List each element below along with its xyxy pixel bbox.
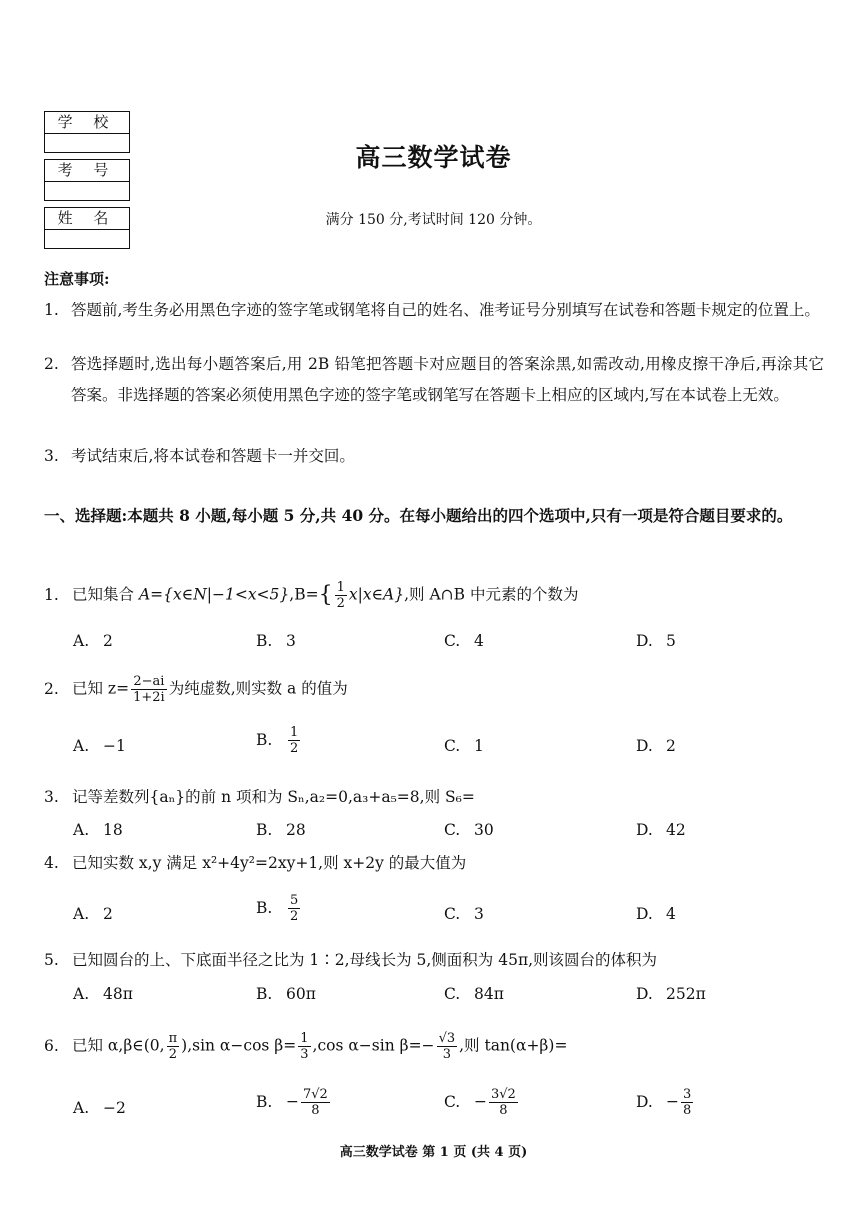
note-item	[44, 295, 824, 326]
question-5	[44, 948, 834, 972]
question-text: ,B=	[289, 585, 319, 604]
option-b[interactable]: B. − $\frac{7√2}{8}$	[256, 1087, 328, 1118]
option-a[interactable]: A. −1	[73, 737, 126, 755]
brace-left: {	[318, 582, 333, 608]
question-number: 6.	[44, 1036, 59, 1055]
question-6	[44, 1031, 834, 1062]
option-d[interactable]: D. 252π	[636, 985, 706, 1003]
question-text: 为纯虚数,则实数 a 的值为	[168, 679, 348, 698]
option-b[interactable]: B. $\frac{1}{2}$	[256, 725, 299, 756]
section-text: 一、选择题:本题共 8 小题,每小题 5 分,共 40 分。在每小题给出的四个选项中,只有一项是符合题目要求的。	[44, 506, 793, 525]
name-field[interactable]	[45, 230, 129, 248]
question-number: 5.	[44, 951, 59, 969]
question-1	[44, 580, 834, 611]
fraction: $\frac{\pi}{2}$	[168, 1031, 178, 1062]
question-text: 已知集合	[72, 585, 139, 604]
set-a-definition: A={x∈N|−1<x<5}	[138, 585, 290, 604]
exam-number-field[interactable]	[45, 182, 129, 200]
fraction: $\frac{√3}{3}$	[438, 1031, 456, 1062]
question-4	[44, 851, 834, 875]
fraction: $\frac{7√2}{8}$	[303, 1087, 328, 1118]
note-number: 1.	[44, 301, 59, 319]
question-text: ,则 A∩B 中元素的个数为	[404, 585, 579, 604]
note-item	[44, 441, 824, 472]
fraction: $\frac{3}{8}$	[683, 1087, 692, 1118]
note-number: 2.	[44, 355, 59, 373]
fraction: $\frac{5}{2}$	[290, 893, 299, 924]
section-heading	[44, 497, 824, 535]
question-text: 已知 z=	[72, 679, 130, 698]
question-text: 记等差数列{aₙ}的前 n 项和为 Sₙ,a₂=0,a₃+a₅=8,则 S₆=	[72, 788, 475, 806]
fraction: $\frac{1}{2}$	[336, 580, 345, 611]
question-text: ,则 tan(α+β)=	[459, 1036, 568, 1055]
question-text: ),sin α−cos β=	[181, 1036, 297, 1055]
option-b[interactable]: B. 3	[256, 632, 296, 650]
question-3	[44, 785, 834, 809]
question-text: 已知实数 x,y 满足 x²+4y²=2xy+1,则 x+2y 的最大值为	[72, 854, 467, 872]
option-c[interactable]: C. − $\frac{3√2}{8}$	[444, 1087, 516, 1118]
exam-number-label: 考 号	[45, 160, 129, 182]
question-text: ,cos α−sin β=−	[312, 1036, 435, 1055]
option-a[interactable]: A. 2	[73, 632, 113, 650]
fraction: $\frac{1}{2}$	[290, 725, 299, 756]
option-c[interactable]: C. 30	[444, 821, 494, 839]
option-d[interactable]: D. 5	[636, 632, 676, 650]
option-c[interactable]: C. 84π	[444, 985, 504, 1003]
option-d[interactable]: D. 2	[636, 737, 676, 755]
note-text: 考试结束后,将本试卷和答题卡一并交回。	[71, 447, 355, 465]
note-text: 答选择题时,选出每小题答案后,用 2B 铅笔把答题卡对应题目的答案涂黑,如需改动,用橡皮擦干净后,再涂其它答案。非选择题的答案必须使用黑色字迹的签字笔或钢笔写在答题卡上相应的区域内,写在本试卷上无效。	[71, 355, 824, 404]
option-d[interactable]: D. 42	[636, 821, 686, 839]
question-number: 3.	[44, 788, 59, 806]
question-text: 已知 α,β∈(0,	[72, 1036, 165, 1055]
option-a[interactable]: A. −2	[73, 1099, 126, 1117]
name-label: 姓 名	[45, 208, 129, 230]
note-item	[44, 349, 824, 411]
note-number: 3.	[44, 447, 59, 465]
question-2	[44, 674, 834, 705]
fraction: $\frac{1}{3}$	[300, 1031, 309, 1062]
option-b[interactable]: B. 60π	[256, 985, 316, 1003]
set-b-definition: x|x∈A}	[348, 585, 405, 604]
fraction: $\frac{3√2}{8}$	[491, 1087, 516, 1118]
fraction: $\frac{2-ai}{1+2i}$	[133, 674, 165, 705]
page-title: 高三数学试卷	[355, 143, 512, 172]
option-c[interactable]: C. 4	[444, 632, 484, 650]
option-d[interactable]: D. − $\frac{3}{8}$	[636, 1087, 692, 1118]
option-c[interactable]: C. 3	[444, 905, 484, 923]
option-a[interactable]: A. 48π	[73, 985, 133, 1003]
option-b[interactable]: B. $\frac{5}{2}$	[256, 893, 299, 924]
option-b[interactable]: B. 28	[256, 821, 306, 839]
page-footer: 高三数学试卷 第 1 页 (共 4 页)	[339, 1145, 528, 1160]
question-number: 4.	[44, 854, 59, 872]
option-d[interactable]: D. 4	[636, 905, 676, 923]
question-number: 1.	[44, 585, 59, 604]
question-text: 已知圆台的上、下底面半径之比为 1∶2,母线长为 5,侧面积为 45π,则该圆台的体积为	[72, 951, 658, 969]
question-number: 2.	[44, 679, 59, 698]
notes-heading: 注意事项:	[44, 270, 110, 288]
option-c[interactable]: C. 1	[444, 737, 484, 755]
option-a[interactable]: A. 18	[73, 821, 123, 839]
note-text: 答题前,考生务必用黑色字迹的签字笔或钢笔将自己的姓名、准考证号分别填写在试卷和答题卡规定的位置上。	[71, 301, 820, 319]
school-label: 学 校	[45, 112, 129, 134]
exam-info: 满分 150 分,考试时间 120 分钟。	[325, 212, 542, 228]
option-a[interactable]: A. 2	[73, 905, 113, 923]
